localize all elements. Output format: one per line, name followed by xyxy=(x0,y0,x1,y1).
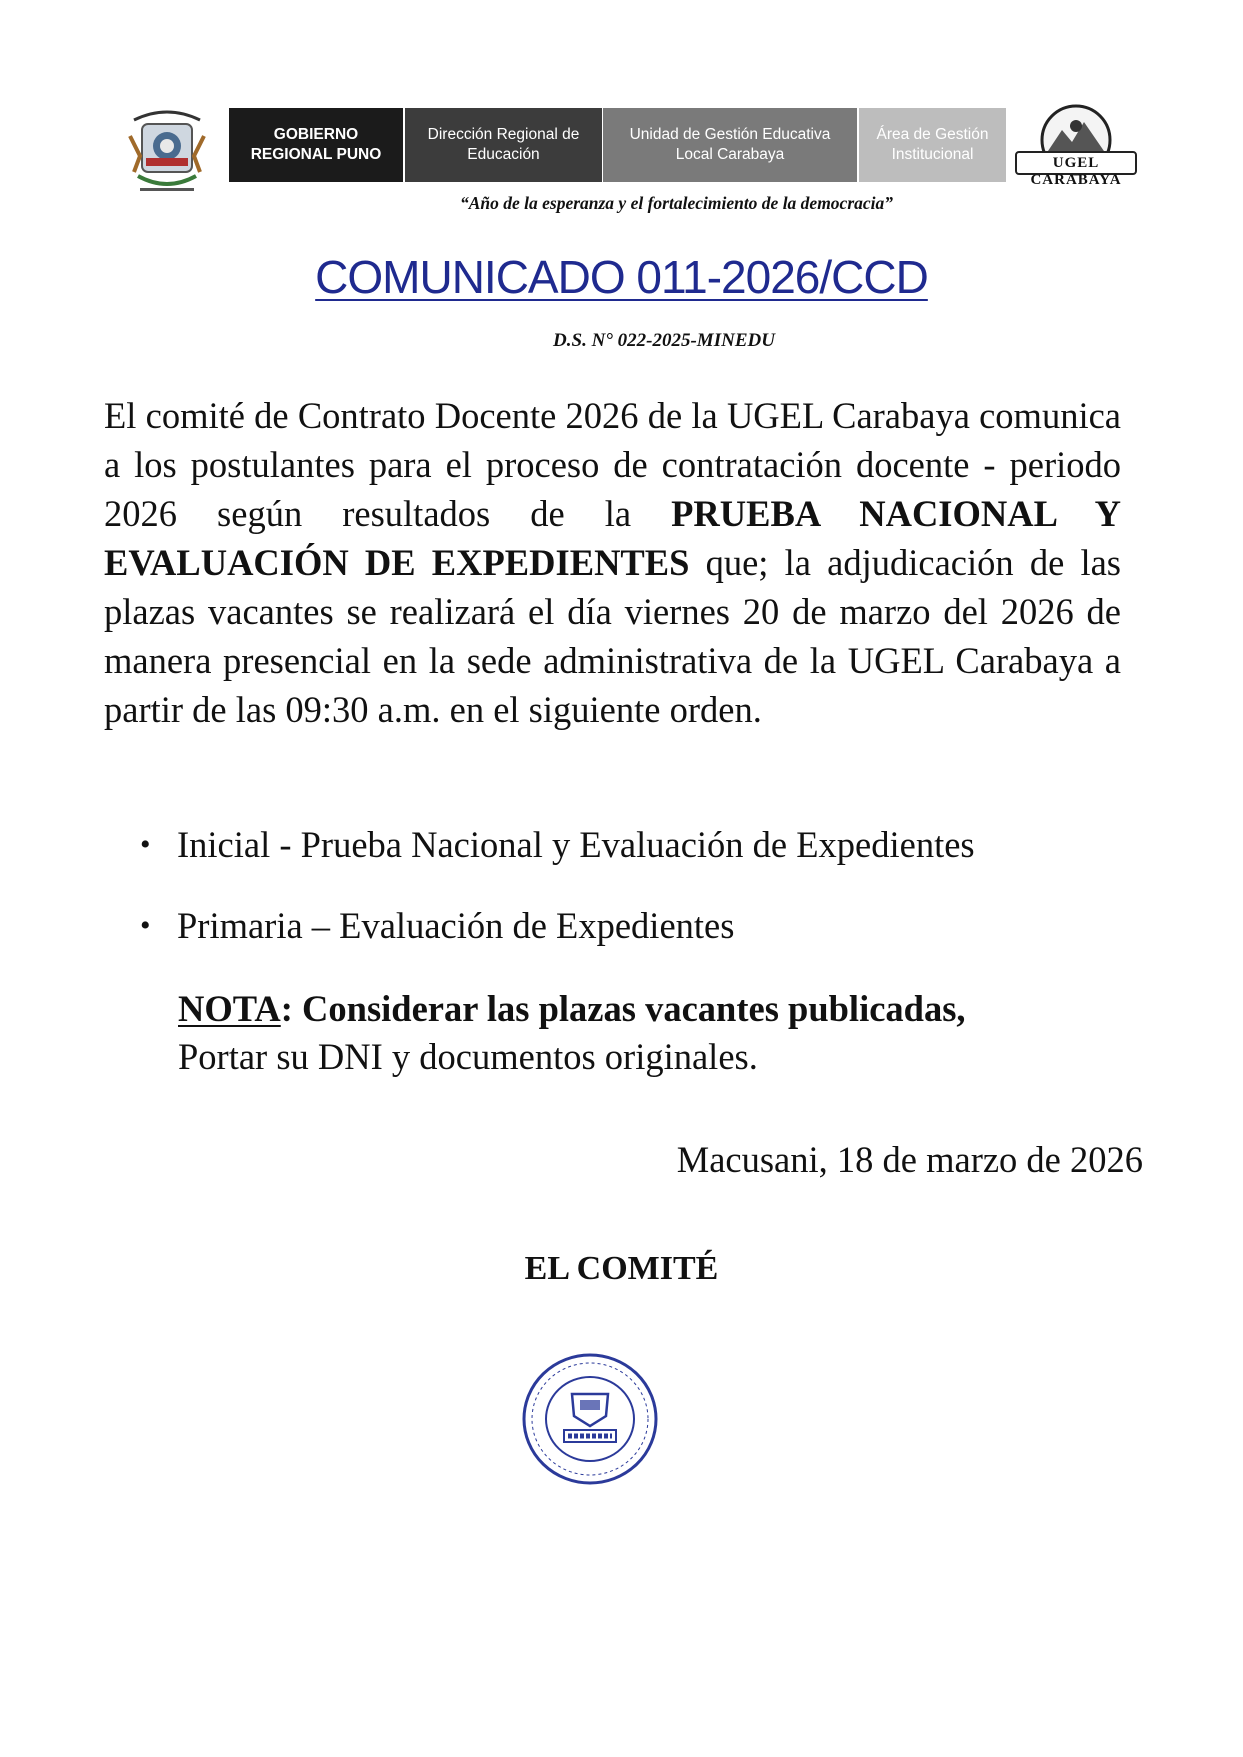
page-title: COMUNICADO 011-2026/CCD xyxy=(315,251,928,303)
list-item-text: Inicial - Prueba Nacional y Evaluación de Expedientes xyxy=(177,824,975,865)
bullet-icon: • xyxy=(140,828,151,861)
body-text-bold: PRUEBA NACIONAL Y EVALUACIÓN DE EXPEDIENTES xyxy=(104,493,1121,583)
ugel-carabaya-logo-text: UGEL CARABAYA xyxy=(1030,155,1122,188)
signature-label: EL COMITÉ xyxy=(524,1250,719,1287)
note-label: NOTA xyxy=(178,988,281,1029)
bullet-icon: • xyxy=(140,909,151,942)
list-item xyxy=(140,901,975,951)
banner-area-gestion: Área de Gestión Institucional xyxy=(859,108,1006,182)
order-list xyxy=(140,820,975,951)
banner-direccion-regional: Dirección Regional de Educación xyxy=(405,108,602,182)
note-text: Portar su DNI y documentos originales. xyxy=(178,1036,758,1077)
decree-reference: D.S. N° 022-2025-MINEDU xyxy=(553,330,775,351)
note-block xyxy=(178,985,966,1081)
institution-banner xyxy=(229,108,1006,182)
gobierno-regional-puno-emblem-icon xyxy=(124,106,210,198)
motto: “Año de la esperanza y el fortalecimiento de la democracia” xyxy=(459,193,894,213)
list-item-text: Primaria – Evaluación de Expedientes xyxy=(177,905,735,946)
body-text-part1: El comité de Contrato Docente 2026 de la UGEL Carabaya comunica a los postulantes para el proceso de contratación docente - periodo 2026 según resultados de la xyxy=(104,395,1121,534)
ugel-carabaya-logo xyxy=(1012,100,1140,192)
note-bold-text: : Considerar las plazas vacantes publicadas, xyxy=(280,988,966,1029)
body-text-part2: que; la adjudicación de las plazas vacantes se realizará el día viernes 20 de marzo del 2026 de manera presencial en la sede administrativa de la UGEL Carabaya a partir de las 09:30 a.m. en el siguiente orden. xyxy=(104,542,1122,730)
banner-ugel: Unidad de Gestión Educativa Local Carabaya xyxy=(603,108,857,182)
list-item xyxy=(140,820,975,870)
ugel-personal-seal-icon xyxy=(520,1350,660,1488)
document-date: Macusani, 18 de marzo de 2026 xyxy=(676,1139,1143,1180)
banner-gobierno-regional: GOBIERNO REGIONAL PUNO xyxy=(229,108,403,182)
body-paragraph xyxy=(104,391,1121,734)
